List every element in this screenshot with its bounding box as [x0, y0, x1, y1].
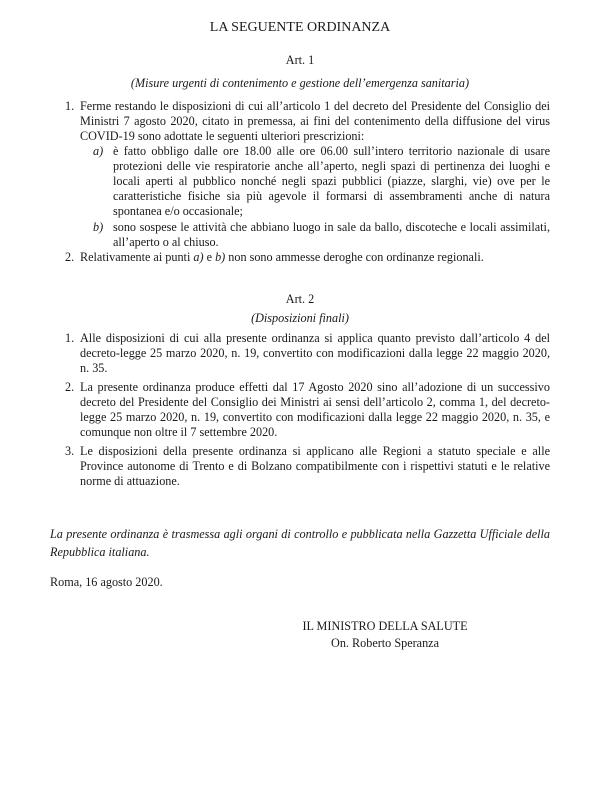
text-segment: non sono ammesse deroghe con ordinanze regionali.	[225, 250, 484, 264]
signature-name: On. Roberto Speranza	[331, 636, 439, 650]
article-2-item-2	[50, 380, 550, 440]
signature-role: IL MINISTRO DELLA SALUTE	[302, 619, 468, 633]
ordinance-document-page	[0, 19, 600, 797]
article-1-item-2	[50, 250, 550, 265]
list-item-text: sono sospese le attività che abbiano luogo in sale da ballo, discoteche e locali assimilati, all’aperto o al chiuso.	[113, 220, 550, 249]
text-segment: e	[203, 250, 216, 264]
list-marker: a)	[93, 144, 104, 158]
list-item-text: Alle disposizioni di cui alla presente ordinanza si applica quanto previsto dall’articolo 4 del decreto-legge 25 marzo 2020, n. 19, convertito con modificazioni dalla legge 22 maggio 2020, n. 35.	[80, 331, 550, 375]
article-2-item-3	[50, 444, 550, 489]
closing-paragraph: La presente ordinanza è trasmessa agli organi di controllo e pubblicata nella Gazzetta Ufficiale della Repubblica italiana.	[50, 527, 550, 559]
italic-reference-b: b)	[215, 250, 226, 264]
document-title: LA SEGUENTE ORDINANZA	[209, 20, 391, 35]
text-segment: Relativamente ai punti	[80, 250, 194, 264]
article-2-item-1	[50, 331, 550, 376]
signature-block	[245, 618, 525, 652]
list-marker: 3.	[65, 444, 75, 458]
list-marker: b)	[93, 220, 104, 234]
list-item-text: Ferme restando le disposizioni di cui all’articolo 1 del decreto del Presidente del Consiglio dei Ministri 7 agosto 2020, citato in premessa, ai fini del contenimento della diffusione del virus COVID-19 sono adottate le seguenti ulteriori prescrizioni:	[80, 99, 550, 143]
article-1-subitem-b	[50, 220, 550, 250]
article-1-item-1	[50, 99, 550, 144]
place-date-line: Roma, 16 agosto 2020.	[50, 575, 163, 589]
list-item-text: Le disposizioni della presente ordinanza si applicano alle Regioni a statuto speciale e alle Province autonome di Trento e di Bolzano compatibilmente con i rispettivi statuti e le relative norme di attuazione.	[80, 444, 550, 488]
list-marker: 2.	[65, 380, 75, 394]
article-2-subtitle: (Disposizioni finali)	[251, 311, 349, 325]
list-item-text	[80, 250, 484, 264]
article-1-heading: Art. 1	[285, 53, 315, 67]
italic-reference-a: a)	[193, 250, 204, 264]
article-1-subtitle: (Misure urgenti di contenimento e gestione dell’emergenza sanitaria)	[130, 76, 470, 90]
list-marker: 1.	[65, 99, 75, 113]
article-1-subitem-a	[50, 144, 550, 219]
article-2-heading: Art. 2	[285, 292, 315, 306]
list-marker: 1.	[65, 331, 75, 345]
list-item-text: è fatto obbligo dalle ore 18.00 alle ore 06.00 sull’intero territorio nazionale di usare protezioni delle vie respiratorie anche all’aperto, negli spazi di pertinenza dei luoghi e locali aperti al pubblico nonché negli spazi pubblici (piazze, slarghi, vie) ove per le caratteristiche fisiche sia più agevole il formarsi di assembramenti anche di natura spontanea e/o occasionale;	[113, 144, 550, 218]
list-marker: 2.	[65, 250, 75, 264]
list-item-text: La presente ordinanza produce effetti dal 17 Agosto 2020 sino all’adozione di un successivo decreto del Presidente del Consiglio dei Ministri ai sensi dell’articolo 2, comma 1, del decreto-legge 25 marzo 2020, n. 19, convertito con modificazioni dalla legge 22 maggio 2020, n. 35, e comunque non oltre il 7 settembre 2020.	[80, 380, 550, 439]
